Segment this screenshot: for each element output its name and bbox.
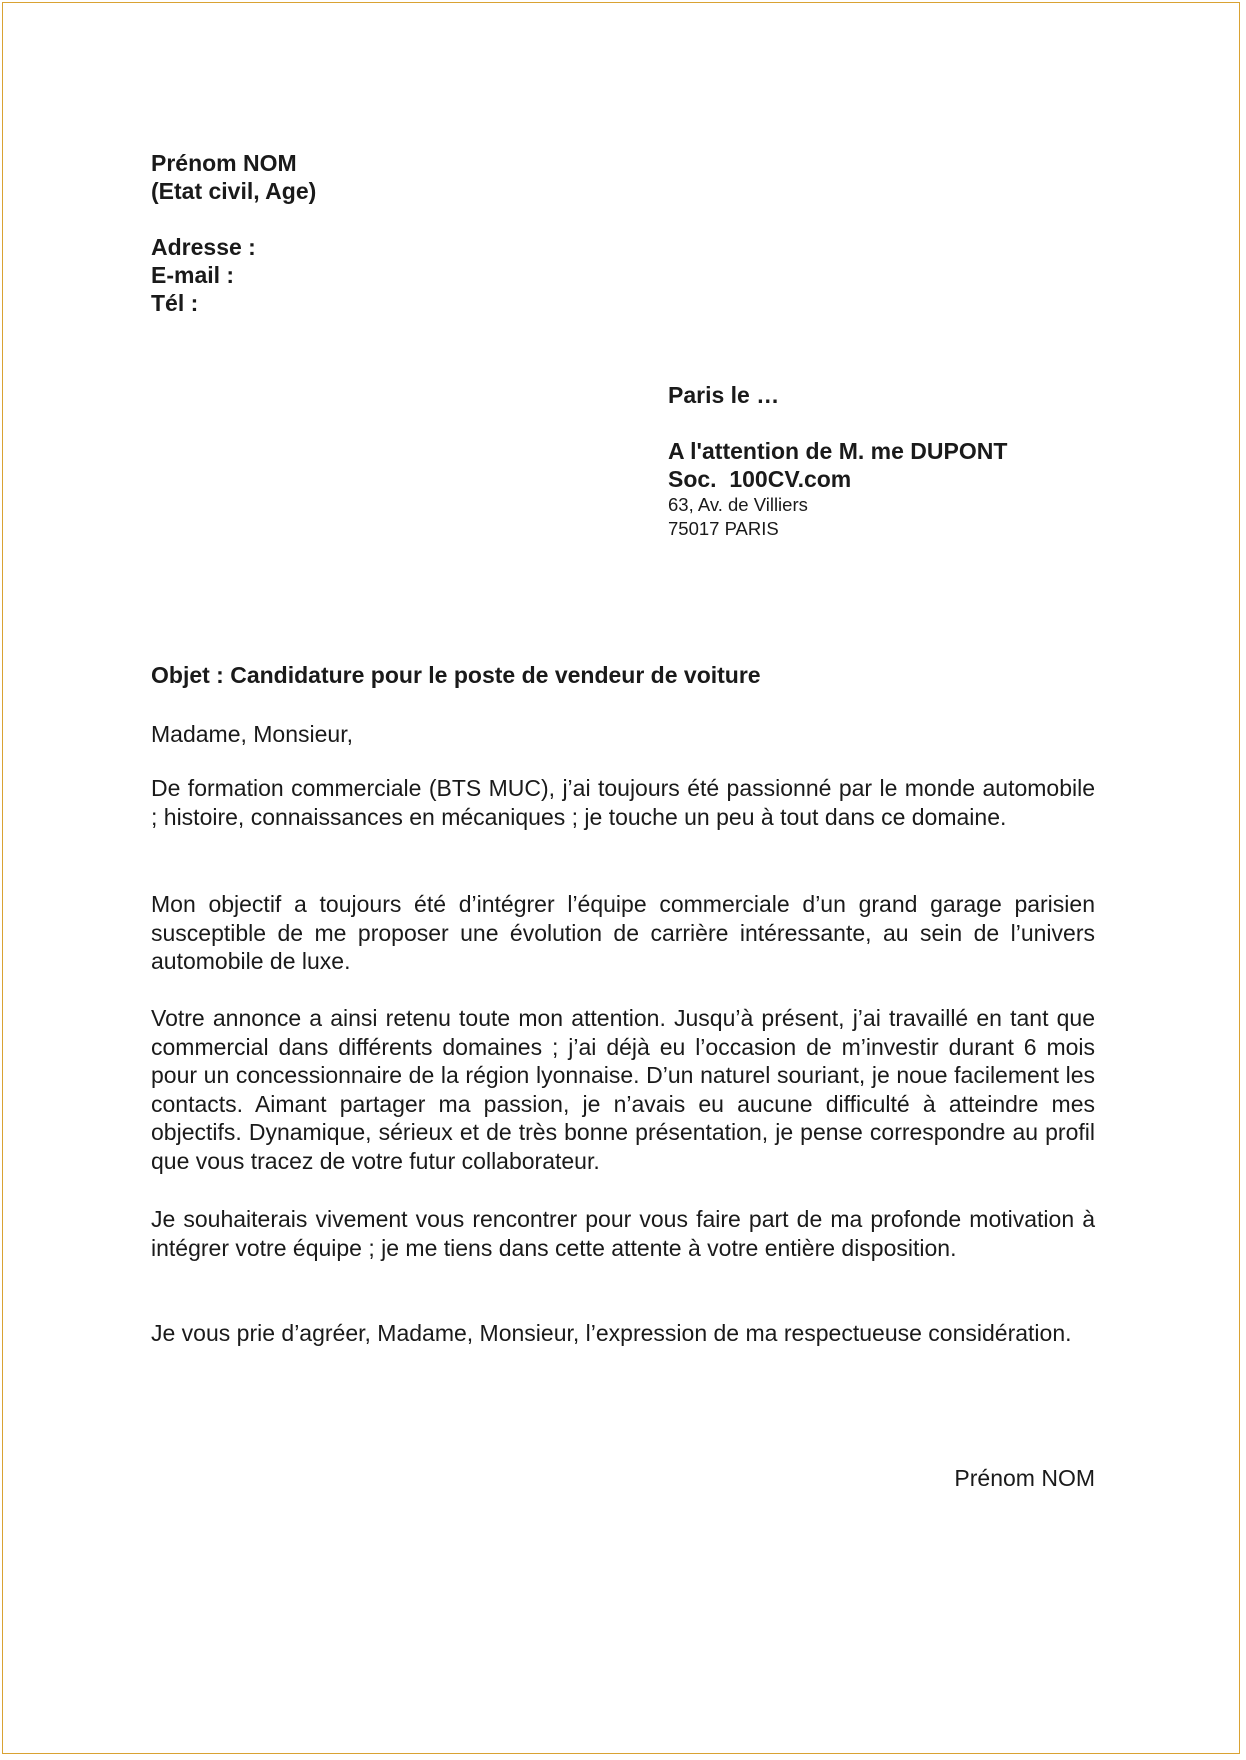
letter-paragraph: Votre annonce a ainsi retenu toute mon attention. Jusqu’à présent, j’ai travaillé en tant que commercial dans différents domaines ; j’ai déjà eu l’occasion de m’investir durant 6 mois pour un concessionnaire de la région lyonnaise. D’un naturel souriant, je noue facilement les contacts. Aimant partager ma passion, je n’avais eu aucune difficulté à atteindre mes objectifs. Dynamique, sérieux et de très bonne présentation, je pense correspondre au profil que vous tracez de votre futur collaborateur. bbox=[151, 1005, 1095, 1174]
letter-signature: Prénom NOM bbox=[954, 1465, 1095, 1491]
sender-phone-label: Tél : bbox=[151, 290, 199, 316]
recipient-city: 75017 PARIS bbox=[668, 518, 779, 539]
letter-paragraph: Je souhaiterais vivement vous rencontrer pour vous faire part de ma profonde motivation à intégrer votre équipe ; je me tiens dans cette attente à votre entière disposition. bbox=[151, 1206, 1095, 1261]
letter-subject: Objet : Candidature pour le poste de vendeur de voiture bbox=[151, 662, 761, 688]
sender-address-label: Adresse : bbox=[151, 234, 256, 260]
sender-block bbox=[151, 149, 316, 317]
letter-salutation: Madame, Monsieur, bbox=[151, 721, 353, 747]
place-date: Paris le … bbox=[668, 382, 780, 408]
letter-paragraph: Mon objectif a toujours été d’intégrer l’équipe commerciale d’un grand garage parisien susceptible de me proposer une évolution de carrière intéressante, au sein de l’univers automobile de luxe. bbox=[151, 891, 1095, 975]
sender-name: Prénom NOM bbox=[151, 150, 297, 176]
sender-email-label: E-mail : bbox=[151, 262, 235, 288]
letter-paragraph: De formation commerciale (BTS MUC), j’ai toujours été passionné par le monde automobile ; histoire, connaissances en mécaniques ; je touche un peu à tout dans ce domaine. bbox=[151, 775, 1095, 830]
recipient-street: 63, Av. de Villiers bbox=[668, 494, 808, 515]
letter-paragraph: Je vous prie d’agréer, Madame, Monsieur, l’expression de ma respectueuse considération. bbox=[151, 1320, 1072, 1346]
recipient-attention: A l'attention de M. me DUPONT bbox=[668, 438, 1008, 464]
recipient-company: Soc. 100CV.com bbox=[668, 466, 852, 492]
recipient-block bbox=[668, 381, 1007, 541]
sender-civil-status: (Etat civil, Age) bbox=[151, 178, 317, 204]
